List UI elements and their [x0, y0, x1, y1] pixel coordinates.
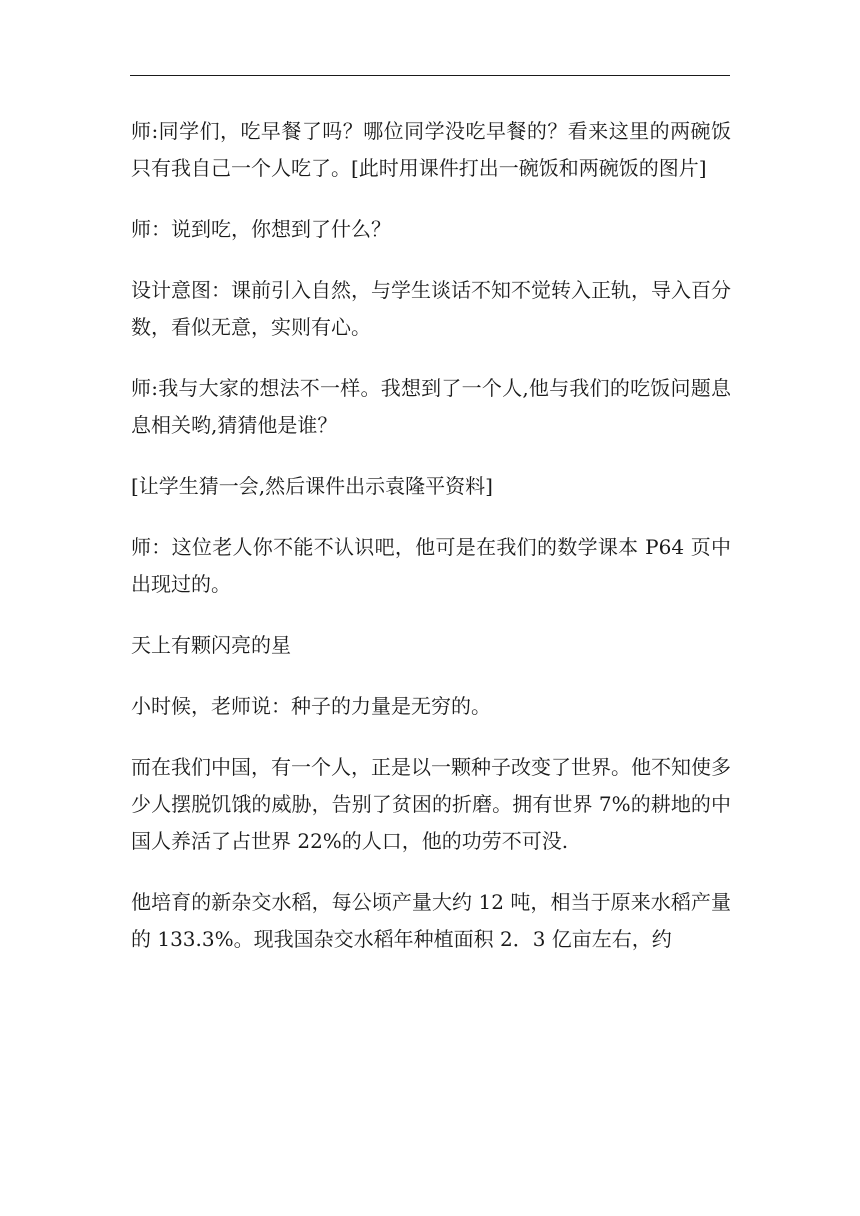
paragraph-teacher-eating-question: 师：说到吃，你想到了什么？ — [131, 217, 391, 241]
paragraph-teacher-breakfast: 师:同学们，吃早餐了吗？哪位同学没吃早餐的？看来这里的两碗饭只有我自己一个人吃了。[此时用课件打出一碗饭和两碗饭的图片] — [131, 119, 731, 180]
paragraph-hybrid-rice: 他培育的新杂交水稻，每公顷产量大约 12 吨，相当于原来水稻产量的 133.3%。现我国杂交水稻年种植面积 2．3 亿亩左右，约 — [131, 890, 731, 951]
header-rule — [130, 75, 730, 76]
paragraph-title-star: 天上有颗闪亮的星 — [131, 633, 291, 657]
paragraph-seed-power: 小时候，老师说：种子的力量是无穷的。 — [131, 694, 491, 718]
paragraph-teacher-textbook: 师：这位老人你不能不认识吧，他可是在我们的数学课本 P64 页中出现过的。 — [131, 535, 731, 596]
paragraph-china-seed: 而在我们中国，有一个人，正是以一颗种子改变了世界。他不知使多少人摆脱饥饿的威胁，告别了贫困的折磨。拥有世界 7%的耕地的中国人养活了占世界 22%的人口，他的功劳不可没. — [131, 755, 731, 853]
paragraph-design-intent: 设计意图：课前引入自然，与学生谈话不知不觉转入正轨，导入百分数，看似无意，实则有心。 — [131, 278, 731, 339]
paragraph-stage-direction: [让学生猜一会,然后课件出示袁隆平资料] — [131, 474, 493, 498]
document-body — [131, 113, 731, 982]
paragraph-teacher-guess: 师:我与大家的想法不一样。我想到了一个人,他与我们的吃饭问题息息相关哟,猜猜他是谁？ — [131, 376, 731, 437]
